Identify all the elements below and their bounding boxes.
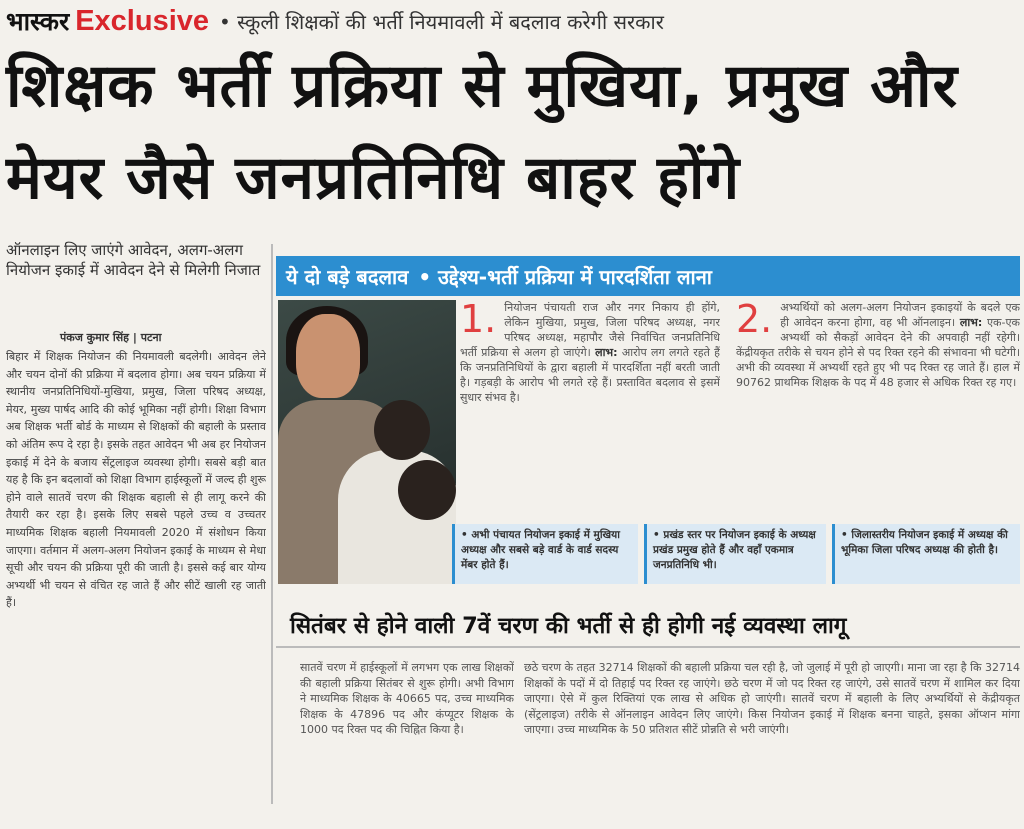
benefit-text: एक-एक अभ्यर्थी को सैकड़ों आवेदन देने की अपवाही नहीं रहेगी। केंद्रीयकृत तरीके से चयन होने से पद रिक्त रहने की संभावना भी घटेगी। अभी की व्यवस्था में अभ्यर्थी रहते हुए भी पद रिक्त रह जाते हैं। हाल में 90762 प्राथमिक शिक्षक के पद में 48 हजार से अधिक रिक्त रह गए। xyxy=(736,316,1020,389)
bottom-column-2: छठे चरण के तहत 32714 शिक्षकों की बहाली प्रक्रिया चल रही है, जो जुलाई में पूरी हो जाएगी। माना जा रहा है कि 32714 शिक्षकों के पदों में दो तिहाई पद रिक्त रह जाएंगे। छठे चरण में जो पद रिक्त रह जाएंगे, उसे सातवें चरण में शामिल कर दिया जाएगा। ऐसे में कुल रिक्तियां एक लाख से अधिक हो जाएंगी। सातवें चरण में बहाली के लिए अभ्यर्थियों से केंद्रीयकृत (सेंट्रलाइज) तरीके से ऑनलाइन आवेदन लिए जाएंगे। किस नियोजन इकाई में शिक्षक बनना चाहते, इसका ऑप्शन मांगा जाएगा। उच्च माध्यमिक के 50 प्रतिशत सीटें प्रोन्नति से भरी जाएंगी। xyxy=(524,661,1020,737)
side-body-text: बिहार में शिक्षक नियोजन की नियमावली बदलेगी। आवेदन लेने और चयन दोनों की प्रक्रिया में बदलाव होगा। अब चयन प्रक्रिया में स्थानीय जनप्रतिनिधियों-मुखिया, प्रमुख, जिला परिषद अध्यक्ष, मेयर, मुख्य पार्षद आदि की कोई भूमिका नहीं होगी। शिक्षा विभाग अब शिक्षक भर्ती बोर्ड के माध्यम से शिक्षकों की बहाली के प्रस्ताव को अंतिम रूप दे रहा है। इसके तहत आवेदन भी अब हर नियोजन इकाई में देने के बजाय सेंट्रलाइज व्यवस्था होगी। सबसे बड़ी बात यह है कि इन बदलावों को शिक्षा विभाग हाईस्कूलों में जल्द ही शुरू होने वाले सातवें चरण की शिक्षक बहाली से ही लागू करने की तैयारी कर रहा है। इसके लिए सबसे पहले उच्च व उच्चतर माध्यमिक शिक्षक बहाली नियमावली 2020 में संशोधन किया जाएगा। वर्तमान में अलग-अलग नियोजन इकाई के माध्यम से मेधा सूची और चयन की प्रक्रिया पूरी की जाती है। इससे कई बार योग्य अभ्यर्थी भी चयन से वंचित रह जाते हैं और सीटें खाली रह जाती हैं। xyxy=(6,350,266,610)
point-number: 2. xyxy=(736,300,773,341)
point-number: 1. xyxy=(460,300,497,341)
exclusive-tag: Exclusive xyxy=(75,4,210,37)
banner-lead: ये दो बड़े बदलाव xyxy=(286,264,409,289)
byline: पंकज कुमार सिंह | पटना xyxy=(60,331,162,344)
benefit-label: लाभ: xyxy=(595,346,618,359)
kicker xyxy=(6,4,664,38)
photo-figure-face xyxy=(296,314,360,398)
bottom-column-1: सातवें चरण में हाईस्कूलों में लगभग एक लाख शिक्षकों की बहाली प्रक्रिया सितंबर से शुरू होगी। अभी विभाग ने माध्यमिक शिक्षक के 40665 पद, उच्च माध्यमिक शिक्षक के 47896 पद और कंप्यूटर शिक्षक के 1000 पद रिक्त पद की चिह्नित किया है। xyxy=(300,661,514,737)
brand-logo: भास्कर xyxy=(6,7,70,36)
point-text: अभ्यर्थियों को अलग-अलग नियोजन इकाइयों के बदले एक ही आवेदन करना होगा, वह भी ऑनलाइन। xyxy=(780,301,1020,329)
benefit-label: लाभ: xyxy=(959,316,983,329)
point-text: नियोजन पंचायती राज और नगर निकाय ही होंगे, लेकिन मुखिया, प्रमुख, जिला परिषद अध्यक्ष, नगर परिषद अध्यक्ष, महापौर जैसे निर्वाचित जनप्रतिनिधि भर्ती प्रक्रिया से अलग हो जाएंगे। xyxy=(460,301,720,359)
fact-note-block: • प्रखंड स्तर पर नियोजन इकाई के अध्यक्ष प्रखंड प्रमुख होते हैं और वहाँ एकमात्र जनप्रतिनिधि भी। xyxy=(644,524,826,584)
fact-note-panchayat: • अभी पंचायत नियोजन इकाई में मुखिया अध्यक्ष और सबसे बड़े वार्ड के वार्ड सदस्य मेंबर होते हैं। xyxy=(452,524,638,584)
teacher-photo xyxy=(278,300,456,584)
photo-student-head-2 xyxy=(398,460,456,520)
subheadline: सितंबर से होने वाली 7वें चरण की भर्ती से ही होगी नई व्यवस्था लागू xyxy=(276,606,1020,648)
photo-student-head xyxy=(374,400,430,460)
fact-note-district: • जिलास्तरीय नियोजन इकाई में अध्यक्ष की भूमिका जिला परिषद अध्यक्ष की होती है। xyxy=(832,524,1020,584)
kicker-text: • स्कूली शिक्षकों की भर्ती नियमावली में बदलाव करेगी सरकार xyxy=(219,9,664,34)
column-divider xyxy=(271,244,273,804)
change-point-1 xyxy=(460,300,720,512)
banner-text: • उद्देश्य-भर्ती प्रक्रिया में पारदर्शिता लाना xyxy=(418,264,712,289)
headline: शिक्षक भर्ती प्रक्रिया से मुखिया, प्रमुख और मेयर जैसे जनप्रतिनिधि बाहर होंगे xyxy=(6,51,959,213)
side-heading: ऑनलाइन लिए जाएंगे आवेदन, अलग-अलग नियोजन इकाई में आवेदन देने से मिलेगी निजात xyxy=(6,241,261,279)
change-point-2 xyxy=(736,300,1020,512)
benefit-text: आरोप लग लगते रहते हैं कि जनप्रतिनिधियों के द्वारा बहाली में पारदर्शिता नहीं बरती जाती है। गड़बड़ी के आरोप भी लगते रहे हैं। प्रस्तावित बदलाव से इसमें सुधार संभव है। xyxy=(460,346,720,404)
changes-banner xyxy=(276,256,1020,296)
